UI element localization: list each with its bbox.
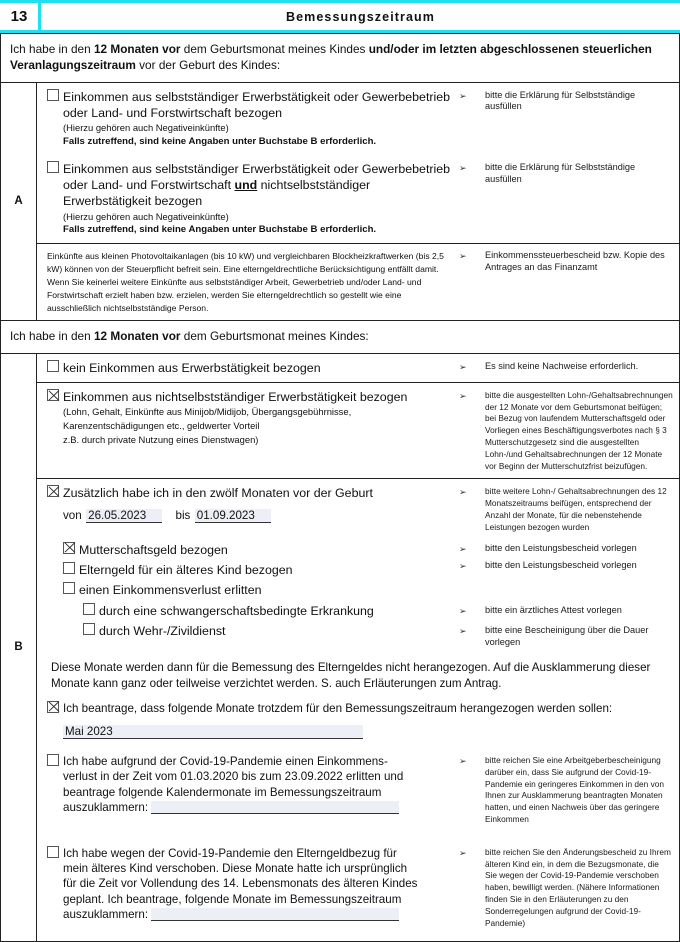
arrow-icon [459, 587, 485, 588]
intro-a-bold2: und/oder im letzten abgeschlossenen steuerlichen Veranlagungszeitraum [10, 42, 652, 73]
intro-text-a [0, 33, 680, 83]
arrow-icon: ➢ [459, 756, 467, 767]
checkbox-selbststaendig[interactable] [47, 89, 59, 101]
option-a1-label: Einkommen aus selbstständiger Erwerbstätigkeit oder Gewerbebetrieb oder Land- und Forstwirtschaft bezogen [63, 89, 451, 120]
section-a-content [37, 83, 679, 321]
checkbox-zusaetzlich[interactable] [47, 485, 59, 497]
covid-loss-line2: verlust in der Zeit vom 01.03.2020 bis zum 23.09.2022 erlitten und [63, 770, 404, 784]
date-from-label: von [63, 508, 82, 522]
checkbox-mutterschaftsgeld[interactable] [63, 542, 75, 554]
option-employed-sub2: Karenzentschädigungen etc., geldwerter Vorteil [63, 419, 260, 431]
option-einkommensverlust[interactable] [37, 580, 459, 600]
request-months-label: Ich beantrage, dass folgende Monate trotzdem für den Bemessungszeitraum herangezogen werden sollen: [63, 701, 613, 715]
intro-a-part3: vor der Geburt des Kindes: [135, 58, 281, 73]
hint-covid-loss-text: bitte reichen Sie eine Arbeitgeberbescheinigung darüber ein, dass Sie aufgrund der Covid-19-Pandemie ein geringeres Einkommen in den von Ihnen zur Ausklammerung beantragten Monaten hatten, und einen Nachweis über das geringere Einkommen [485, 755, 664, 825]
arrow-icon: ➢ [459, 543, 467, 554]
option-covid-loss[interactable] [37, 748, 459, 821]
intro-a-part1: Ich habe in den [10, 42, 94, 56]
hint-additional [459, 479, 679, 539]
checkbox-selbststaendig-und-nichtselbststaendig[interactable] [47, 161, 59, 173]
checkbox-wehr-zivildienst[interactable] [83, 623, 95, 635]
covid-shift-input[interactable] [151, 908, 399, 921]
section-b [0, 354, 680, 942]
section-number: 13 [0, 3, 41, 30]
hint-einkommensverlust [459, 580, 679, 594]
covid-shift-line4: geplant. Ich beantrage, folgende Monate im Bemessungszeitraum [63, 892, 402, 906]
option-no-income[interactable] [37, 354, 459, 382]
hint-a-fineprint [459, 244, 679, 280]
date-range [63, 506, 455, 524]
option-row-elterngeld-aelteres-kind [37, 560, 679, 580]
option-row-wehrdienst [37, 621, 679, 651]
checkbox-einkommensverlust[interactable] [63, 582, 75, 594]
covid-loss-line1: Ich habe aufgrund der Covid-19-Pandemie einen Einkommens- [63, 755, 388, 769]
option-row-mutterschaftsgeld [37, 540, 679, 560]
hint-a-fineprint-text: Einkommenssteuerbescheid bzw. Kopie des Antrages an das Finanzamt [485, 249, 665, 272]
hint-wehrdienst [459, 621, 679, 651]
checkbox-monate-heranziehen[interactable] [47, 701, 59, 713]
arrow-icon: ➢ [459, 390, 467, 401]
option-a2-label-pre: Einkommen aus selbstständiger Erwerbstätigkeit oder Gewerbebetrieb oder Land- und Forstwirtschaft [63, 161, 451, 192]
hint-additional-text: bitte weitere Lohn-/ Gehaltsabrechnungen des 12 Monatszeitraums beifügen, entsprechend der Anzahl der Monate, für die nebenstehende Leistungen bezogen wurden [485, 486, 667, 532]
option-request-months[interactable] [47, 701, 669, 716]
option-a2-label-und: und [234, 177, 258, 192]
intro-b-bold1: 12 Monaten vor [93, 329, 181, 344]
option-additional[interactable] [37, 479, 459, 530]
hint-covid-shift [459, 840, 679, 935]
page-title: Bemessungszeitraum [285, 9, 435, 24]
option-row-einkommensverlust [37, 580, 679, 600]
intro-a-part2: dem Geburtsmonat meines Kindes [180, 42, 369, 56]
intro-b-part2: dem Geburtsmonat meines Kindes: [180, 329, 369, 344]
option-covid-shift[interactable] [37, 840, 459, 928]
hint-no-income [459, 354, 679, 379]
arrow-icon: ➢ [459, 162, 467, 173]
option-employed-label: Einkommen aus nichtselbstständiger Erwerbstätigkeit bezogen [63, 389, 408, 404]
hint-schwangerschaft [459, 601, 679, 619]
hint-a2 [459, 155, 679, 192]
option-additional-label: Zusätzlich habe ich in den zwölf Monaten vor der Geburt [63, 486, 373, 501]
date-from-input[interactable]: 26.05.2023 [86, 509, 162, 523]
arrow-icon: ➢ [459, 250, 467, 261]
request-months-block [37, 695, 679, 742]
option-row-a1 [37, 83, 679, 155]
covid-shift-line5: auszuklammern: [63, 908, 149, 921]
checkbox-nichtselbststaendig[interactable] [47, 389, 59, 401]
date-to-label: bis [175, 508, 191, 522]
arrow-icon: ➢ [459, 560, 467, 571]
checkbox-schwangerschaftsbedingte-erkrankung[interactable] [83, 603, 95, 615]
arrow-icon: ➢ [459, 847, 467, 858]
option-a2-note: Falls zutreffend, sind keine Angaben unter Buchstabe B erforderlich. [63, 224, 377, 236]
explanation-text: Diese Monate werden dann für die Bemessung des Elterngeldes nicht herangezogen. Auf die Ausklammerung dieser Monate kann ganz oder teilweise verzichtet werden. S. auch Erläuterungen zum Antrag. [51, 660, 651, 691]
option-row-covid-shift [37, 840, 679, 941]
checkbox-covid-elterngeldbezug-verschoben[interactable] [47, 846, 59, 858]
option-mutterschaftsgeld-label: Mutterschaftsgeld bezogen [79, 542, 228, 557]
covid-loss-line3: beantrage folgende Kalendermonate im Bemessungszeitraum [63, 785, 382, 799]
hint-elterngeld-text: bitte den Leistungsbescheid vorlegen [485, 559, 637, 570]
checkbox-elterngeld-aelteres-kind[interactable] [63, 562, 75, 574]
hint-no-income-text: Es sind keine Nachweise erforderlich. [485, 360, 639, 371]
fineprint-row-a [37, 243, 679, 320]
section-a [0, 83, 680, 322]
hint-a1-text: bitte die Erklärung für Selbstständige ausfüllen [485, 89, 636, 112]
request-months-input[interactable]: Mai 2023 [63, 725, 363, 739]
covid-shift-line2: mein älteres Kind verschoben. Diese Monate hatte ich ursprünglich [63, 862, 408, 876]
intro-b-part1: Ich habe in den [10, 329, 94, 344]
covid-loss-input[interactable] [151, 801, 399, 814]
covid-shift-line3: für die Zeit vor Vollendung des 14. Lebensmonats des älteren Kindes [63, 877, 418, 891]
hint-mutterschaftsgeld [459, 540, 679, 557]
checkbox-kein-einkommen[interactable] [47, 360, 59, 372]
checkbox-covid-einkommensverlust[interactable] [47, 754, 59, 766]
option-a1-note: Falls zutreffend, sind keine Angaben unter Buchstabe B erforderlich. [63, 135, 377, 147]
fineprint-a-text: Einkünfte aus kleinen Photovoltaikanlagen (bis 10 kW) und vergleichbaren Blockheizkraftwerken (bis 2,5 kW) können von der Steuerpflicht befreit sein. Eine elterngeldrechtliche Berücksichtigung entfällt damit. Wenn Sie keinerlei weitere Einkünfte aus selbstständiger Arbeit, Gewerbetrieb und/oder Land- und Forstwirtschaft erzielt haben bzw. erzielen, werden Sie elterngeldrechtlich so gestellt wie eine ausschließlich nichtselbstständige Person. [47, 250, 444, 314]
option-a1[interactable] [37, 83, 459, 155]
option-elterngeld-label: Elterngeld für ein älteres Kind bezogen [79, 562, 293, 577]
hint-mutterschaftsgeld-text: bitte den Leistungsbescheid vorlegen [485, 542, 637, 553]
hint-covid-shift-text: bitte reichen Sie den Änderungsbescheid zu Ihrem älteren Kind ein, in dem die Bezugsmonate, die Sie wegen der Covid-19-Pandemie verschoben haben, bewilligt werden. (Nähere Informationen finden Sie in den Erläuterungen zu den Sonderregelungen aufgrund der Covid-19-Pandemie) [485, 846, 671, 928]
section-b-letter: B [1, 354, 37, 942]
covid-shift-line1: Ich habe wegen der Covid-19-Pandemie den Elterngeldbezug für [63, 846, 397, 860]
section-b-content [37, 354, 679, 942]
option-employed-sub1: (Lohn, Gehalt, Einkünfte aus Minijob/Midijob, Übergangsgebührnisse, [63, 406, 352, 418]
hint-employed [459, 383, 679, 478]
option-a2-label-post: nichtselbstständiger Erwerbstätigkeit bezogen [63, 177, 371, 209]
option-wehrdienst-label: durch Wehr-/Zivildienst [99, 624, 226, 639]
section-a-letter: A [1, 83, 37, 321]
arrow-icon: ➢ [459, 487, 467, 498]
hint-schwangerschaft-text: bitte ein ärztliches Attest vorlegen [485, 604, 622, 615]
option-elterngeld-aelteres-kind[interactable] [37, 560, 459, 580]
arrow-icon: ➢ [459, 90, 467, 101]
hint-employed-text: bitte die ausgestellten Lohn-/Gehaltsabrechnungen der 12 Monate vor dem Geburtsmonat beifügen; bei Bezug von laufendem Mutterschaftsgeld oder Vorliegen eines Beschäftigungsverbotes nach § 3 Mutterschutzgesetz sind die ausgestellten Lohn-/und Gehaltsabrechnungen der 12 Monate vor Beginn der Mutterschutzfrist beizufügen. [485, 389, 673, 471]
option-no-income-label: kein Einkommen aus Erwerbstätigkeit bezogen [63, 360, 321, 375]
intro-text-b [0, 321, 680, 353]
intro-a-bold1: 12 Monaten vor [93, 42, 181, 56]
covid-loss-line4: auszuklammern: [63, 801, 149, 815]
option-wehrdienst[interactable] [37, 621, 459, 641]
option-a2[interactable] [37, 155, 459, 243]
hint-elterngeld [459, 560, 679, 574]
option-row-b-no-income [37, 354, 679, 383]
arrow-icon: ➢ [459, 605, 467, 616]
hint-a1 [459, 83, 679, 120]
option-mutterschaftsgeld[interactable] [37, 540, 459, 560]
hint-wehrdienst-text: bitte eine Bescheinigung über die Dauer vorlegen [485, 625, 649, 647]
option-employed-income[interactable] [37, 383, 459, 452]
hint-covid-loss [459, 748, 679, 832]
option-schwangerschaft-label: durch eine schwangerschaftsbedingte Erkrankung [99, 603, 374, 618]
option-employed-sub3: z.B. durch private Nutzung eines Dienstwagen) [63, 433, 259, 445]
arrow-icon: ➢ [459, 361, 467, 372]
arrow-icon: ➢ [459, 626, 467, 637]
option-einkommensverlust-label: einen Einkommensverlust erlitten [79, 583, 262, 598]
option-row-b-additional [37, 479, 679, 539]
form-header [0, 0, 680, 33]
date-to-input[interactable]: 01.09.2023 [195, 509, 271, 523]
option-row-schwangerschaft-erkrankung [37, 601, 679, 621]
option-row-b-employed [37, 383, 679, 479]
option-row-a2 [37, 155, 679, 243]
option-schwangerschaft-erkrankung[interactable] [37, 601, 459, 621]
option-a2-paren: (Hierzu gehören auch Negativeinkünfte) [63, 210, 229, 222]
option-a1-paren: (Hierzu gehören auch Negativeinkünfte) [63, 122, 229, 134]
option-row-covid-loss [37, 748, 679, 832]
hint-a2-text: bitte die Erklärung für Selbstständige ausfüllen [485, 161, 636, 184]
